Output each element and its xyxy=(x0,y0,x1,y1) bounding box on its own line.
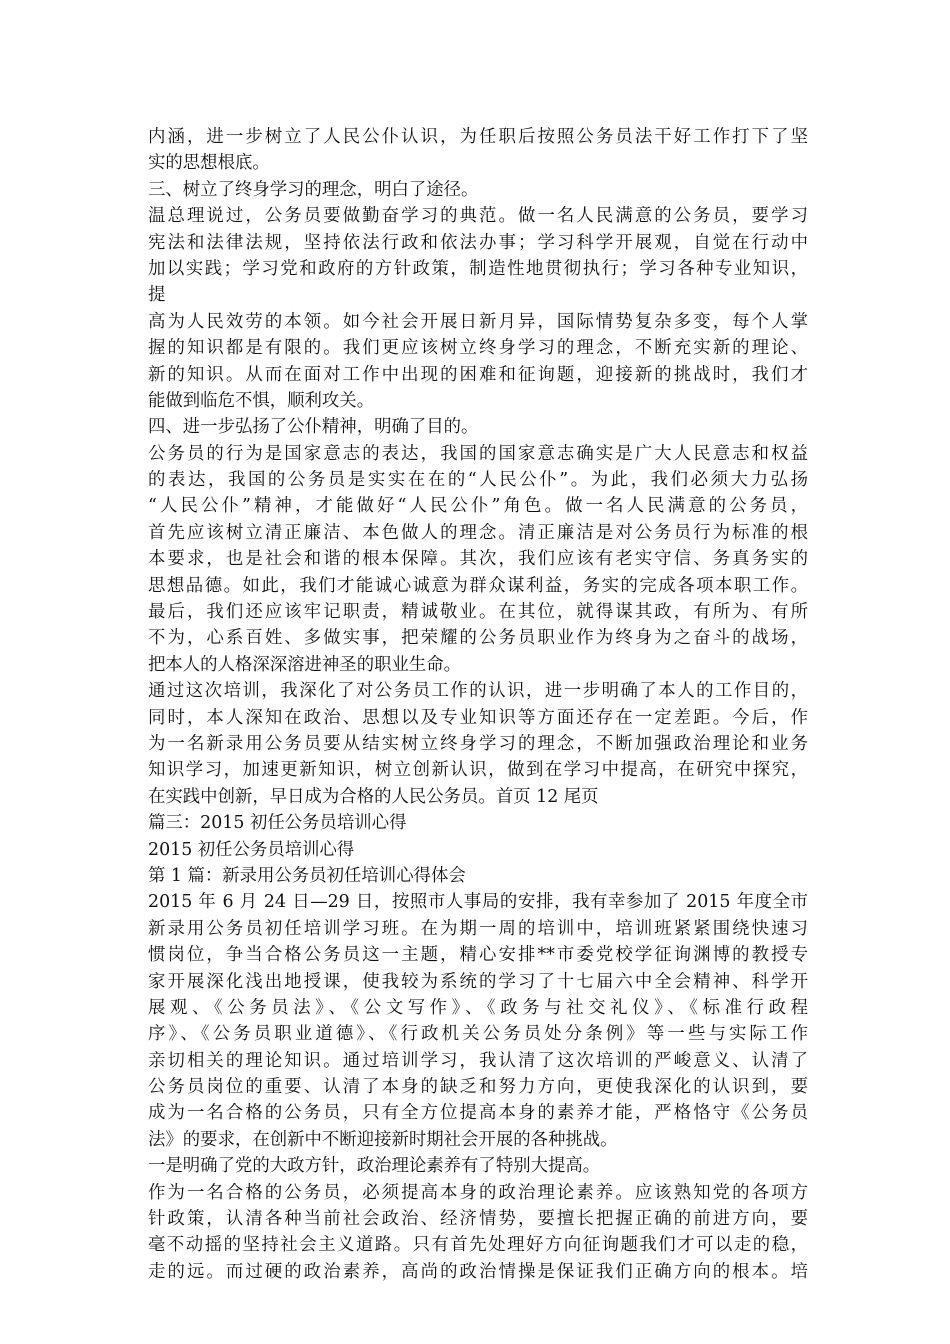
text-line: 能做到临危不惧，顺利攻关。 xyxy=(148,390,375,411)
section-heading: 第 1 篇：新录用公务员初任培训心得体会 xyxy=(148,865,466,886)
text-line: 为一名新录用公务员要从结实树立终身学习的理念，不断加强政治理论和业务 xyxy=(148,733,808,754)
text-line: 新录用公务员初任培训学习班。在为期一周的培训中，培训班紧紧围绕快速习 xyxy=(148,918,808,939)
text-line: 家开展深化浅出地授课，使我较为系统的学习了十七届六中全会精神、科学开 xyxy=(148,971,808,992)
text-line: 同时，本人深知在政治、思想以及专业知识等方面还存在一定差距。今后，作 xyxy=(148,707,808,728)
text-line: 展观、《公务员法》、《公文写作》、《政务与社交礼仪》、《标准行政程 xyxy=(148,997,808,1018)
text-line: 内涵，进一步树立了人民公仆认识，为任职后按照公务员法干好工作打下了坚 xyxy=(148,127,808,147)
text-line: 知识学习，加速更新知识，树立创新认识，做到在学习中提高，在研究中探究， xyxy=(148,760,808,781)
text-line: 在实践中创新，早日成为合格的人民公务员。首页 12 尾页 xyxy=(148,786,599,807)
text-line: 序》、《公务员职业道德》、《行政机关公务员处分条例》等一些与实际工作 xyxy=(148,1024,808,1045)
text-line: 温总理说过，公务员要做勤奋学习的典范。做一名人民满意的公务员，要学习 xyxy=(148,206,808,227)
text-line: 思想品德。如此，我们才能诚心诚意为群众谋利益，务实的完成各项本职工作。 xyxy=(148,575,808,596)
text-line: 首先应该树立清正廉洁、本色做人的理念。清正廉洁是对公务员行为标准的根 xyxy=(148,522,808,543)
text-line: 针政策，认清各种当前社会政治、经济情势，要擅长把握正确的前进方向，要 xyxy=(148,1209,808,1230)
text-line: 作为一名合格的公务员，必须提高本身的政治理论素养。应该熟知党的各项方 xyxy=(148,1182,808,1203)
text-line: 加以实践；学习党和政府的方针政策，制造性地贯彻执行；学习各种专业知识， xyxy=(148,258,808,279)
section-heading: 篇三：2015 初任公务员培训心得 xyxy=(148,813,407,834)
text-line: 高为人民效劳的本领。如今社会开展日新月异，国际情势复杂多变，每个人掌 xyxy=(148,311,808,332)
text-line: 走的远。而过硬的政治素养，高尚的政治情操是保证我们正确方向的根本。培 xyxy=(148,1261,808,1282)
text-line: 公务员岗位的重要、认清了本身的缺乏和努力方向，更使我深化的认识到，要 xyxy=(148,1077,808,1098)
text-line: 宪法和法律法规，坚持依法行政和依法办事；学习科学开展观，自觉在行动中 xyxy=(148,232,808,253)
text-line: 亲切相关的理论知识。通过培训学习，我认清了这次培训的严峻意义、认清了 xyxy=(148,1050,808,1071)
text-line: 提 xyxy=(148,285,166,306)
text-line: 握的知识都是有限的。我们更应该树立终身学习的理念，不断充实新的理论、 xyxy=(148,338,808,359)
text-line: 成为一名合格的公务员，只有全方位提高本身的素养才能，严格恪守《公务员 xyxy=(148,1103,808,1124)
text-line: 把本人的人格深深溶进神圣的职业生命。 xyxy=(148,654,462,675)
text-line: 公务员的行为是国家意志的表达，我国的国家意志确实是广大人民意志和权益 xyxy=(148,443,808,464)
text-line: 2015 年 6 月 24 日—29 日，按照市人事局的安排，我有幸参加了 2015 年度全市 xyxy=(148,892,808,913)
text-line: 新的知识。从而在面对工作中出现的困难和征询题，迎接新的挑战时，我们才 xyxy=(148,364,808,385)
text-line: 通过这次培训，我深化了对公务员工作的认识，进一步明确了本人的工作目的， xyxy=(148,681,808,702)
section-heading: 一是明确了党的大政方针，政治理论素养有了特别大提高。 xyxy=(148,1156,601,1177)
text-line: 的表达，我国的公务员是实实在在的“人民公仆”。为此，我们必须大力弘扬 xyxy=(148,470,808,491)
document-body xyxy=(148,124,808,1285)
section-heading: 2015 初任公务员培训心得 xyxy=(148,839,355,860)
text-line: 惯岗位，争当合格公务员这一主题，精心安排**市委党校学征询渊博的教授专 xyxy=(148,945,808,966)
text-line: 不为，心系百姓、多做实事，把荣耀的公务员职业作为终身为之奋斗的战场， xyxy=(148,628,808,649)
text-line: 最后，我们还应该牢记职责，精诚敬业。在其位，就得谋其政，有所为、有所 xyxy=(148,602,808,623)
text-line: “人民公仆”精神，才能做好“人民公仆”角色。做一名人民满意的公务员， xyxy=(148,496,808,517)
section-heading: 三、树立了终身学习的理念，明白了途径。 xyxy=(148,179,479,200)
section-heading: 四、进一步弘扬了公仆精神，明确了目的。 xyxy=(148,417,479,438)
text-line: 毫不动摇的坚持社会主义道路。只有首先处理好方向征询题我们才可以走的稳， xyxy=(148,1235,808,1256)
text-line: 实的思想根底。 xyxy=(148,153,270,174)
text-line: 本要求，也是社会和谐的根本保障。其次，我们应该有老实守信、务真务实的 xyxy=(148,549,808,570)
text-line: 法》的要求，在创新中不断迎接新时期社会开展的各种挑战。 xyxy=(148,1129,618,1150)
